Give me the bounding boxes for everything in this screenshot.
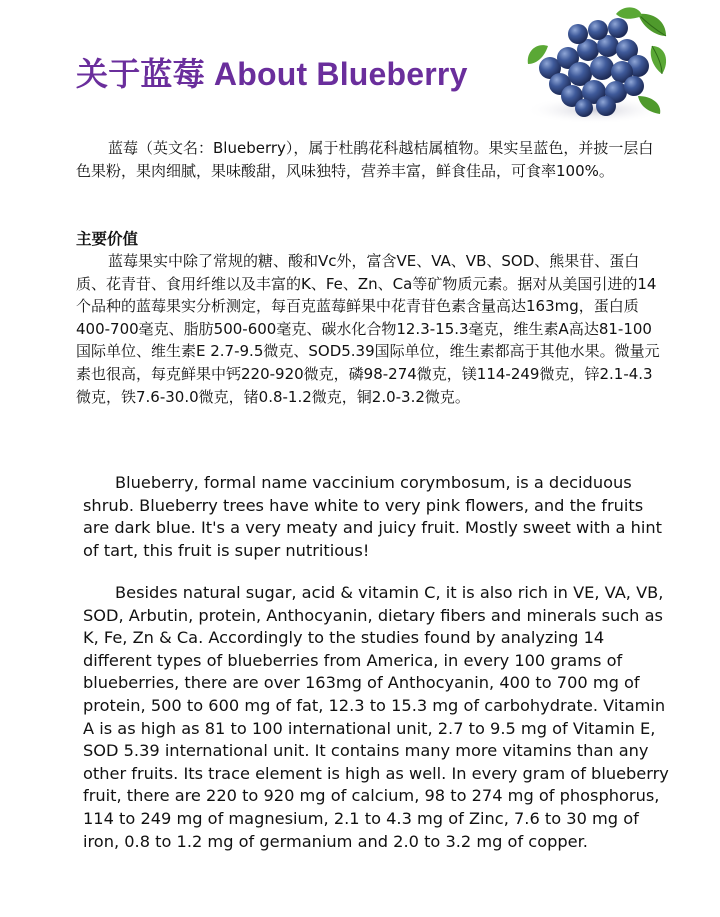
blueberry-image <box>520 6 670 124</box>
value-text: 蓝莓果实中除了常规的糖、酸和Vc外，富含VE、VA、VB、SOD、熊果苷、蛋白质、花青苷、食用纤维以及丰富的K、Fe、Zn、Ca等矿物质元素。据对从美国引进的14个品种的蓝莓果实分析测定，每百克蓝莓鲜果中花青苷色素含量高达163mg，蛋白质400-700毫克、脂肪500-600毫克、碳水化合物12.3-15.3毫克，维生素A高达81-100国际单位、维生素E 2.7-9.5微克、SOD5.39国际单位，维生素都高于其他水果。微量元素也很高，每克鲜果中钙220-920微克，磷98-274微克，镁114-249微克，锌2.1-4.3微克，铁7.6-30.0微克，锗0.8-1.2微克，铜2.0-3.2微克。 <box>76 252 660 406</box>
english-paragraph-1: Blueberry, formal name vaccinium corymbosum, is a deciduous shrub. Blueberry trees have white to very pink flowers, and the fruits are dark blue. It's a very meaty and juicy fruit. Mostly sweet with a hint of tart, this fruit is super nutritious! <box>83 473 662 560</box>
page-title: 关于蓝莓 About Blueberry <box>76 56 468 92</box>
chinese-intro: 蓝莓（英文名：Blueberry），属于杜鹃花科越桔属植物。果实呈蓝色，并披一层白色果粉，果肉细腻，果味酸甜，风味独特，营养丰富，鲜食佳品，可食率100%。 <box>76 139 654 180</box>
value-heading: 主要价值 <box>76 230 139 248</box>
english-paragraph-2: Besides natural sugar, acid & vitamin C, it is also rich in VE, VA, VB, SOD, Arbutin, protein, Anthocyanin, dietary fibers and minerals such as K, Fe, Zn & Ca. Accordingly to the studies found by analyzing 14 different types of blueberries from America, in every 100 grams of blueberries, there are over 163mg of Anthocyanin, 400 to 700 mg of protein, 500 to 600 mg of fat, 12.3 to 15.3 mg of carbohydrate. Vitamin A is as high as 81 to 100 international unit, 2.7 to 9.5 mg of Vitamin E, SOD 5.39 international unit. It contains many more vitamins than any other fruits. Its trace element is high as well. In every gram of blueberry fruit, there are 220 to 920 mg of calcium, 98 to 274 mg of phosphorus, 114 to 249 mg of magnesium, 2.1 to 4.3 mg of Zinc, 7.6 to 30 mg of iron, 0.8 to 1.2 mg of germanium and 2.0 to 3.2 mg of copper. <box>83 583 669 851</box>
